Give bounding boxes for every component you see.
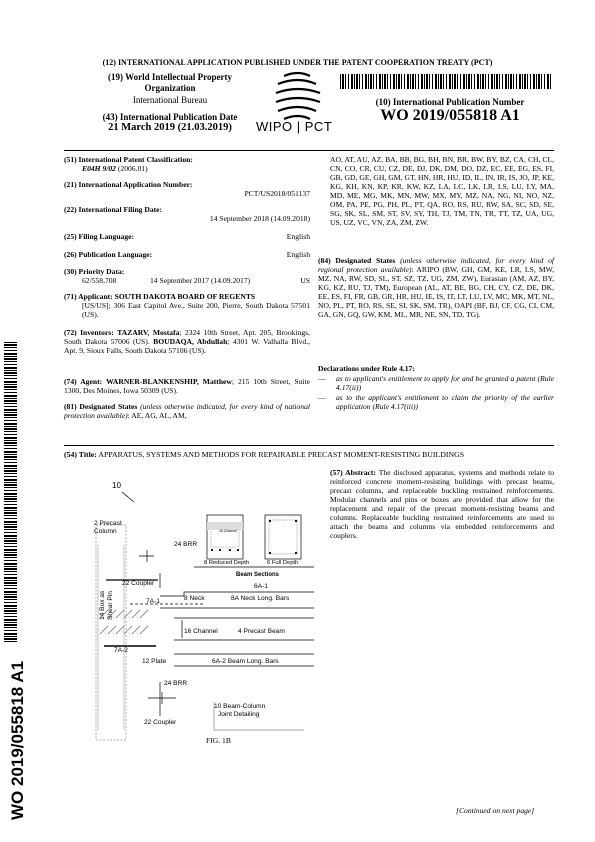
fig-label-precast-column-2: Column xyxy=(94,528,117,535)
pub-number-label: (10) International Publication Number xyxy=(375,97,525,107)
field-26 xyxy=(64,250,310,259)
applicant-address: [US/US]; 306 East Capitol Ave., Suite 200, Pierre, South Dakota 57501 (US). xyxy=(82,301,310,319)
field-81-qualifier: (unless otherwise indicated, for every kind of national protection available) xyxy=(64,402,310,420)
applicant-name: SOUTH DAKOTA BOARD OF REGENTS xyxy=(114,292,256,301)
declarations-title: Declarations under Rule 4.17: xyxy=(318,364,415,373)
fig-label-brr-top: 24 BRR xyxy=(174,541,198,548)
fig-label-10: 10 xyxy=(112,481,121,490)
figure-1b xyxy=(64,470,326,770)
fig-label-box-shear-pin-1: 14 Box as xyxy=(99,590,106,620)
agent-address: ; 215 10th Street, Suite 1300, Des Moines, Iowa 50309 (US). xyxy=(64,377,310,395)
priority-country: US xyxy=(300,276,310,285)
fig-label-full-depth: 6 Full Depth xyxy=(267,560,299,566)
priority-row xyxy=(64,276,310,285)
fig-label-7a-2: 7A-2 xyxy=(114,647,128,654)
fig-label-beam-bars: 6A-2 Beam Long. Bars xyxy=(212,658,279,665)
title-divider xyxy=(64,445,554,446)
org-line-2: Organization xyxy=(144,83,196,93)
pub-number: WO 2019/055818 A1 xyxy=(380,107,520,124)
fig-label-precast-beam: 4 Precast Beam xyxy=(238,628,285,635)
field-74-label: (74) Agent: xyxy=(64,377,103,386)
fig-label-channel: 16 Channel xyxy=(184,628,218,635)
fig-label-joint-2: Joint Detailing xyxy=(218,711,260,718)
side-publication-number: WO 2019/055818 A1 xyxy=(8,660,27,820)
declaration-1 xyxy=(318,374,554,392)
declaration-2-text: as to the applicant's entitlement to claim the priority of the earlier application (Rule 4.17(iii)) xyxy=(336,393,554,411)
title-label: (54) Title: xyxy=(64,450,97,459)
field-81-label: (81) Designated States xyxy=(64,402,138,411)
fig-label-channel-small: 16 Channel xyxy=(219,529,237,533)
continued-note: [Continued on next page] xyxy=(456,806,535,815)
priority-app: 62/558,708 xyxy=(82,276,117,285)
field-26-label: (26) Publication Language: xyxy=(64,250,153,259)
fig-label-neck-bars: 8A Neck Long. Bars xyxy=(231,595,290,602)
barcode-icon-side xyxy=(4,342,17,642)
fig-label-neck: 8 Neck xyxy=(184,595,205,602)
figure-caption: FIG. 1B xyxy=(206,736,231,745)
field-84 xyxy=(318,256,554,319)
figure-drawing xyxy=(64,470,326,770)
field-21-label: (21) International Application Number: xyxy=(64,180,193,189)
field-21 xyxy=(64,180,310,198)
fig-label-joint-1: 10 Beam-Column xyxy=(214,703,266,710)
field-72 xyxy=(64,328,310,355)
pub-date-label: (43) International Publication Date xyxy=(102,112,238,122)
field-84-states: : ARIPO (BW, GH, GM, KE, LR, LS, MW, MZ, NA, RW, SD, SL, ST, SZ, TZ, UG, ZM, ZW), Eurasian (AM, AZ, BY, KG, KZ, RU, TJ, TM), European (AL, AT, BE, BG, CH, CY, CZ, DE, DK, EE, ES, FI, FR, GB, GR, HR, HU, IE, IS, IT, LT, LU, LV, MC, MK, MT, NL, NO, PL, PT, RO, RS, SE, SI, SK, SM, TR), OAPI (BF, BJ, CF, CG, CI, CM, GA, GN, GQ, GW, KM, ML, MR, NE, SN, TD, TG). xyxy=(318,265,554,319)
field-26-value: English xyxy=(286,250,310,259)
inventor-1-address: ; 2324 10th Street, Apt. 205, Brookings, South Dakota 57006 (US). xyxy=(64,328,310,346)
treaty-line: (12) INTERNATIONAL APPLICATION PUBLISHED UNDER THE PATENT COOPERATION TREATY (PCT) xyxy=(102,58,493,67)
field-25-label: (25) Filing Language: xyxy=(64,232,135,241)
field-25-value: English xyxy=(286,232,310,241)
fig-label-plate: 12 Plate xyxy=(142,658,167,665)
title-section xyxy=(64,450,554,459)
inventor-1-name: TAZARV, Mostafa xyxy=(117,328,180,337)
header-divider xyxy=(64,150,554,151)
field-74 xyxy=(64,377,310,395)
abstract xyxy=(330,468,554,540)
field-71-label: (71) Applicant: xyxy=(64,292,113,301)
field-22-label: (22) International Filing Date: xyxy=(64,205,163,214)
priority-date: 14 September 2017 (14.09.2017) xyxy=(150,276,251,285)
declaration-1-dash: — xyxy=(318,374,326,383)
fig-label-7a-1: 7A-1 xyxy=(146,598,160,605)
wipo-pct-wordmark: WIPO | PCT xyxy=(256,119,333,134)
field-81-states: : AE, AG, AL, AM, xyxy=(127,411,187,420)
inventor-2-name: BOUDAQA, Abdullah xyxy=(153,337,228,346)
agent-name: WARNER-BLANKENSHIP, Matthew xyxy=(106,377,232,386)
barcode-icon xyxy=(340,74,552,89)
field-81-continued: AO, AT, AU, AZ, BA, BB, BG, BH, BN, BR, BW, BY, BZ, CA, CH, CL, CN, CO, CR, CU, CZ, DE, DJ, DK, DM, DO, DZ, EC, EE, EG, ES, FI, GB, GD, GE, GH, GM, GT, HN, HR, HU, ID, IL, IN, IR, IS, JO, JP, KE, KG, KH, KN, KP, KR, KW, KZ, LA, LC, LK, LR, LS, LU, LY, MA, MD, ME, MG, MK, MN, MW, MX, MY, MZ, NA, NG, NI, NO, NZ, OM, PA, PE, PG, PH, PL, PT, QA, RO, RS, RU, RW, SA, SC, SD, SE, SG, SK, SL, SM, ST, SV, SY, TH, TJ, TM, TN, TR, TT, TZ, UA, UG, US, UZ, VC, VN, ZA, ZM, ZW. xyxy=(330,155,554,227)
fig-label-coupler-top: 22 Coupler xyxy=(122,580,155,587)
abstract-label: (57) Abstract: xyxy=(330,468,376,477)
inventor-2-address: ; 4301 W. Valhalla Blvd., Apt. 9, Sioux Falls, South Dakota 57106 (US). xyxy=(64,337,310,355)
field-51 xyxy=(64,155,310,173)
field-84-qualifier: (unless otherwise indicated, for every kind of regional protection available) xyxy=(318,256,554,274)
field-30 xyxy=(64,267,310,285)
ipc-code: E04H 9/02 xyxy=(82,164,116,173)
field-25 xyxy=(64,232,310,241)
fig-label-6a-1: 6A-1 xyxy=(254,583,268,590)
field-84-label: (84) Designated States xyxy=(318,256,396,265)
fig-label-brr-bottom: 24 BRR xyxy=(164,680,188,687)
fig-label-box-shear-pin-2: Shear Pin xyxy=(107,591,114,620)
field-81 xyxy=(64,402,310,420)
abstract-text: The disclosed apparatus, systems and methods relate to reinforced concrete moment-resisting buildings with precast beams, precast columns, and replaceable buckling restrained reinforcements. Modular channels and pins or boxes are provided that allow for the replacement and repair of the precast moment-resisting beams and columns. Replaceable buckling restrained reinforcements are used to attach the beams and columns via embedded reinforcements and couplers. xyxy=(330,468,554,540)
ipc-date: (2006.01) xyxy=(117,164,148,173)
declaration-2 xyxy=(318,393,554,411)
bureau: International Bureau xyxy=(132,95,208,105)
fig-label-reduced-depth: 8 Reduced Depth xyxy=(204,560,250,566)
field-71 xyxy=(64,292,310,319)
field-72-label: (72) Inventors: xyxy=(64,328,114,337)
fig-label-precast-column-1: 2 Precast xyxy=(94,520,122,527)
field-51-label: (51) International Patent Classification: xyxy=(64,155,193,164)
field-21-value: PCT/US2018/051137 xyxy=(244,189,310,198)
fig-label-coupler-bottom: 22 Coupler xyxy=(144,719,177,726)
title-text: APPARATUS, SYSTEMS AND METHODS FOR REPAIRABLE PRECAST MOMENT-RESISTING BUILDINGS xyxy=(98,450,465,459)
field-22 xyxy=(64,205,310,223)
pub-date: 21 March 2019 (21.03.2019) xyxy=(108,122,232,133)
field-30-label: (30) Priority Data: xyxy=(64,267,125,276)
declaration-2-dash: — xyxy=(318,393,326,402)
field-22-value: 14 September 2018 (14.09.2018) xyxy=(209,214,310,223)
fig-label-beam-sections: Beam Sections xyxy=(236,572,280,578)
figure-labels xyxy=(94,481,298,726)
declaration-1-text: as to applicant's entitlement to apply for and be granted a patent (Rule 4.17(ii)) xyxy=(336,374,554,392)
org-line-1: (19) World Intellectual Property xyxy=(108,72,232,82)
field-51-value xyxy=(64,164,310,173)
